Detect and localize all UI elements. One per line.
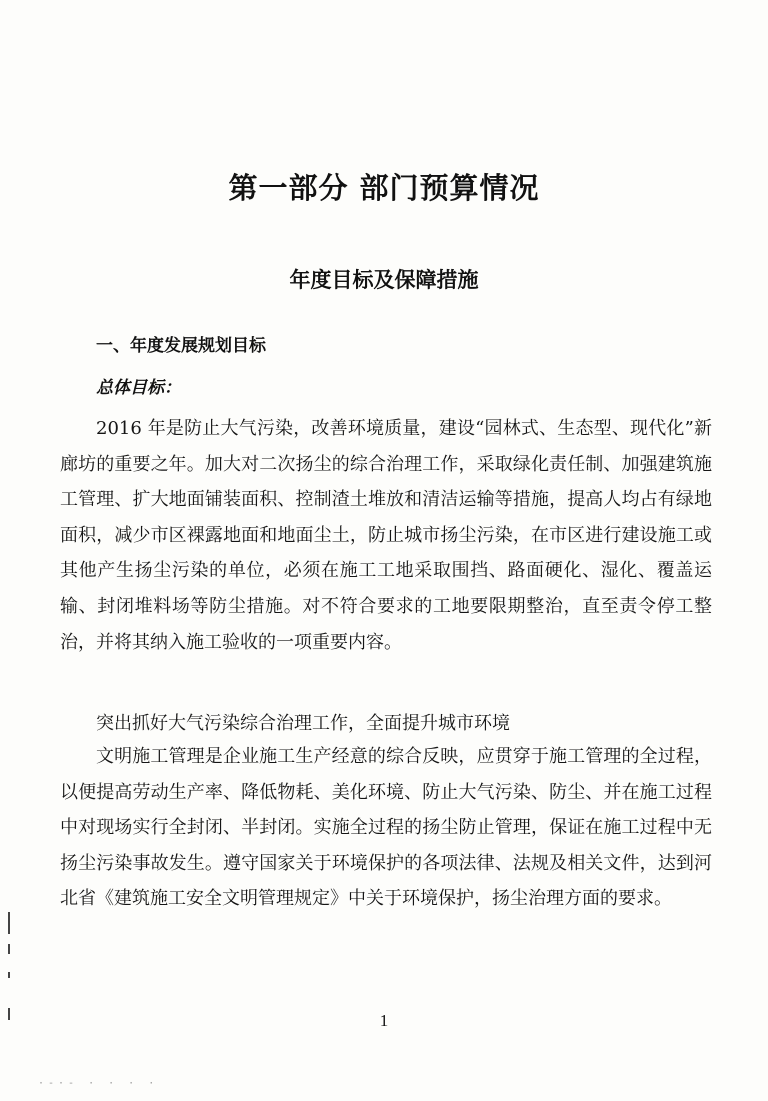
paragraph-civilized-construction: 文明施工管理是企业施工生产经意的综合反映，应贯穿于施工管理的全过程，以便提高劳动生产率、降低物耗、美化环境、防止大气污染、防尘、并在施工过程中对现场实行全封闭、半封闭。实施全过程的扬尘防止管理，保证在施工过程中无扬尘污染事故发生。遵守国家关于环境保护的各项法律、法规及相关文件，达到河北省《建筑施工安全文明管理规定》中关于环境保护，扬尘治理方面的要求。 bbox=[60, 746, 712, 910]
page-number: 1 bbox=[379, 1011, 389, 1030]
paragraph-overall-goal: 2016 年是防止大气污染，改善环境质量，建设“园林式、生态型、现代化”新廊坊的重要之年。加大对二次扬尘的综合治理工作，采取绿化责任制、加强建筑施工管理、扩大地面铺装面积、控制渣土堆放和清洁运输等措施，提高人均占有绿地面积，减少市区裸露地面和地面尘土，防止城市扬尘污染，在市区进行建设施工或其他产生扬尘污染的单位，必须在施工工地采取围挡、路面硬化、湿化、覆盖运输、封闭堆料场等防尘措施。对不符合要求的工地要限期整治，直至责令停工整治，并将其纳入施工验收的一项重要内容。 bbox=[60, 418, 712, 653]
scan-margin-mark bbox=[8, 972, 10, 978]
heading-overall-goal: 总体目标： bbox=[96, 378, 181, 398]
scan-margin-mark bbox=[8, 944, 10, 954]
heading-development-goals: 一、年度发展规划目标 bbox=[96, 336, 266, 356]
part-title: 第一部分 部门预算情况 bbox=[228, 171, 540, 205]
section-title: 年度目标及保障措施 bbox=[289, 268, 479, 292]
scan-margin-mark bbox=[8, 912, 10, 934]
scan-margin-mark bbox=[8, 1008, 10, 1020]
scan-noise: ·-·- · · · · bbox=[38, 1078, 159, 1089]
paragraph-subheading: 突出抓好大气污染综合治理工作，全面提升城市环境 bbox=[96, 713, 510, 734]
